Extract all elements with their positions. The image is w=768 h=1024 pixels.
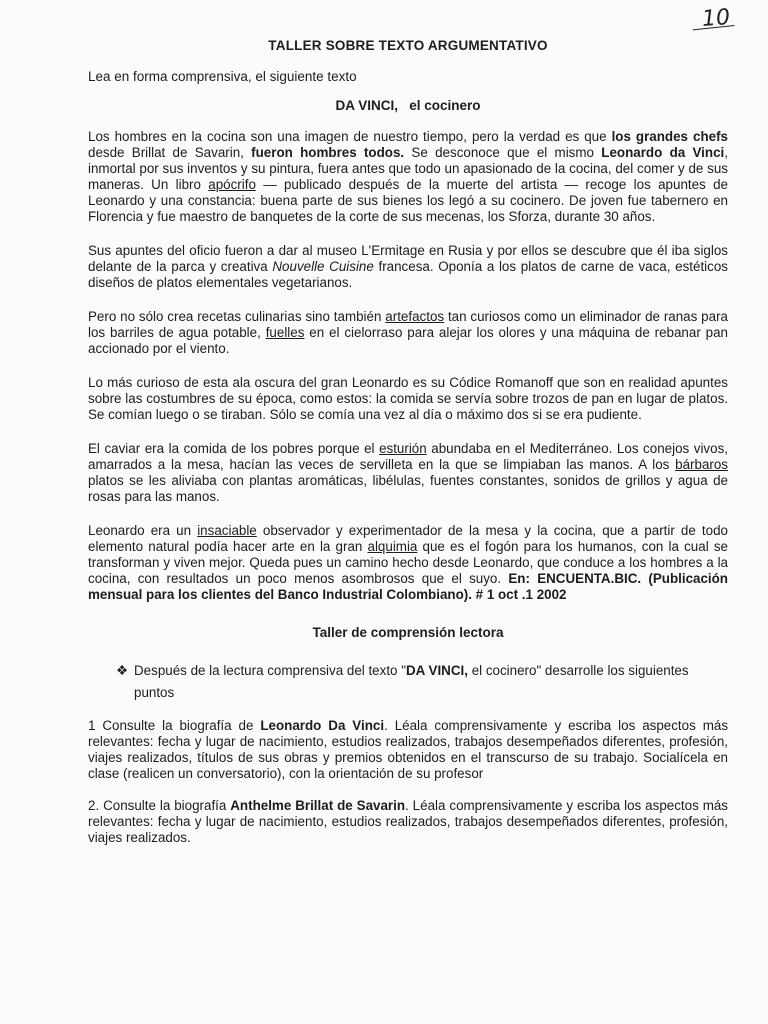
paragraph-2: Sus apuntes del oficio fueron a dar al museo L'Ermitage en Rusia y por ellos se descubre que él iba siglos delante de la parca y creativa Nouvelle Cuisine francesa. Oponía a los platos de carne de vaca, estéticos diseños de platos elementales vegetarianos. (88, 243, 728, 290)
document (88, 38, 728, 862)
paragraph-6: Leonardo era un insaciable observador y experimentador de la mesa y la cocina, que a partir de todo elemento natural podía hacer arte en la gran alquimia que es el fogón para los humanos, con la cual se transforman y viven mejor. Queda pues un camino hecho desde Leonardo, que conduce a los hombres a la cocina, con resultados un poco menos asombrosos que el suyo. En: ENCUENTA.BIC. (Publicación mensual para los clientes del Banco Industrial Colombiano). # 1 oct .1 2002 (88, 523, 728, 602)
intro-text: Lea en forma comprensiva, el siguiente texto (88, 69, 357, 84)
section-title-comprension: Taller de comprensión lectora (312, 625, 504, 640)
paragraph-1: Los hombres en la cocina son una imagen de nuestro tiempo, pero la verdad es que los grandes chefs desde Brillat de Savarin, fueron hombres todos. Se desconoce que el mismo Leonardo da Vinci, inmortal por sus inventos y su pintura, fuera antes que todo un apasionado de la cocina, del comer y de sus maneras. Un libro apócrifo — publicado después de la muerte del artista — recoge los apuntes de Leonardo y una constancia: buena parte de sus bienes los legó a su cocinero. De joven fue tabernero en Florencia y fue maestro de banquetes de la corte de sus mecenas, los Sforza, durante 30 años. (88, 129, 728, 224)
item-2: 2. Consulte la biografía Anthelme Brillat de Savarin. Léala comprensivamente y escriba los aspectos más relevantes: fecha y lugar de nacimiento, estudios realizados, trabajos desempeñados diferentes, profesión, viajes realizados. (88, 798, 729, 845)
paragraph-4: Lo más curioso de esta ala oscura del gran Leonardo es su Códice Romanoff que son en realidad apuntes sobre las costumbres de su época, como estos: la comida se servía sobre trozos de pan en lugar de platos. Se comían luego o se tiraban. Sólo se comía una vez al día o máximo dos si se era pudiente. (88, 375, 728, 422)
article-title: DA VINCI, el cocinero (335, 98, 481, 113)
paragraph-5: El caviar era la comida de los pobres porque el esturión abundaba en el Mediterráneo. Los conejos vivos, amarrados a la mesa, hacían las veces de servilleta en la que se limpiaban las manos. A los bárbaros platos se les aliviaba con plantas aromáticas, libélulas, fuentes constantes, sonidos de grillos y agua de rosas para las manos. (88, 441, 728, 504)
document-title: TALLER SOBRE TEXTO ARGUMENTATIVO (268, 38, 548, 53)
page-number: 10 (701, 5, 731, 32)
item-1: 1 Consulte la biografía de Leonardo Da Vinci. Léala comprensivamente y escriba los aspectos más relevantes: fecha y lugar de nacimiento, estudios realizados, trabajos desempeñados diferentes, profesión, viajes realizados, títulos de sus obras y premios obtenidos en el transcurso de su trabajo. Socialícela en clase (realicen un conversatorio), con la orientación de su profesor (88, 718, 729, 781)
diamond-bullet-icon: ❖ (116, 663, 129, 678)
paragraph-3: Pero no sólo crea recetas culinarias sino también artefactos tan curiosos como un eliminador de ranas para los barriles de agua potable, fuelles en el cielorraso para alejar los olores y una máquina de rebanar pan accionado por el viento. (88, 309, 728, 356)
bullet-instruction: ❖ Después de la lectura comprensiva del texto "DA VINCI, el cocinero" desarrolle los siguientes puntos (116, 660, 728, 704)
